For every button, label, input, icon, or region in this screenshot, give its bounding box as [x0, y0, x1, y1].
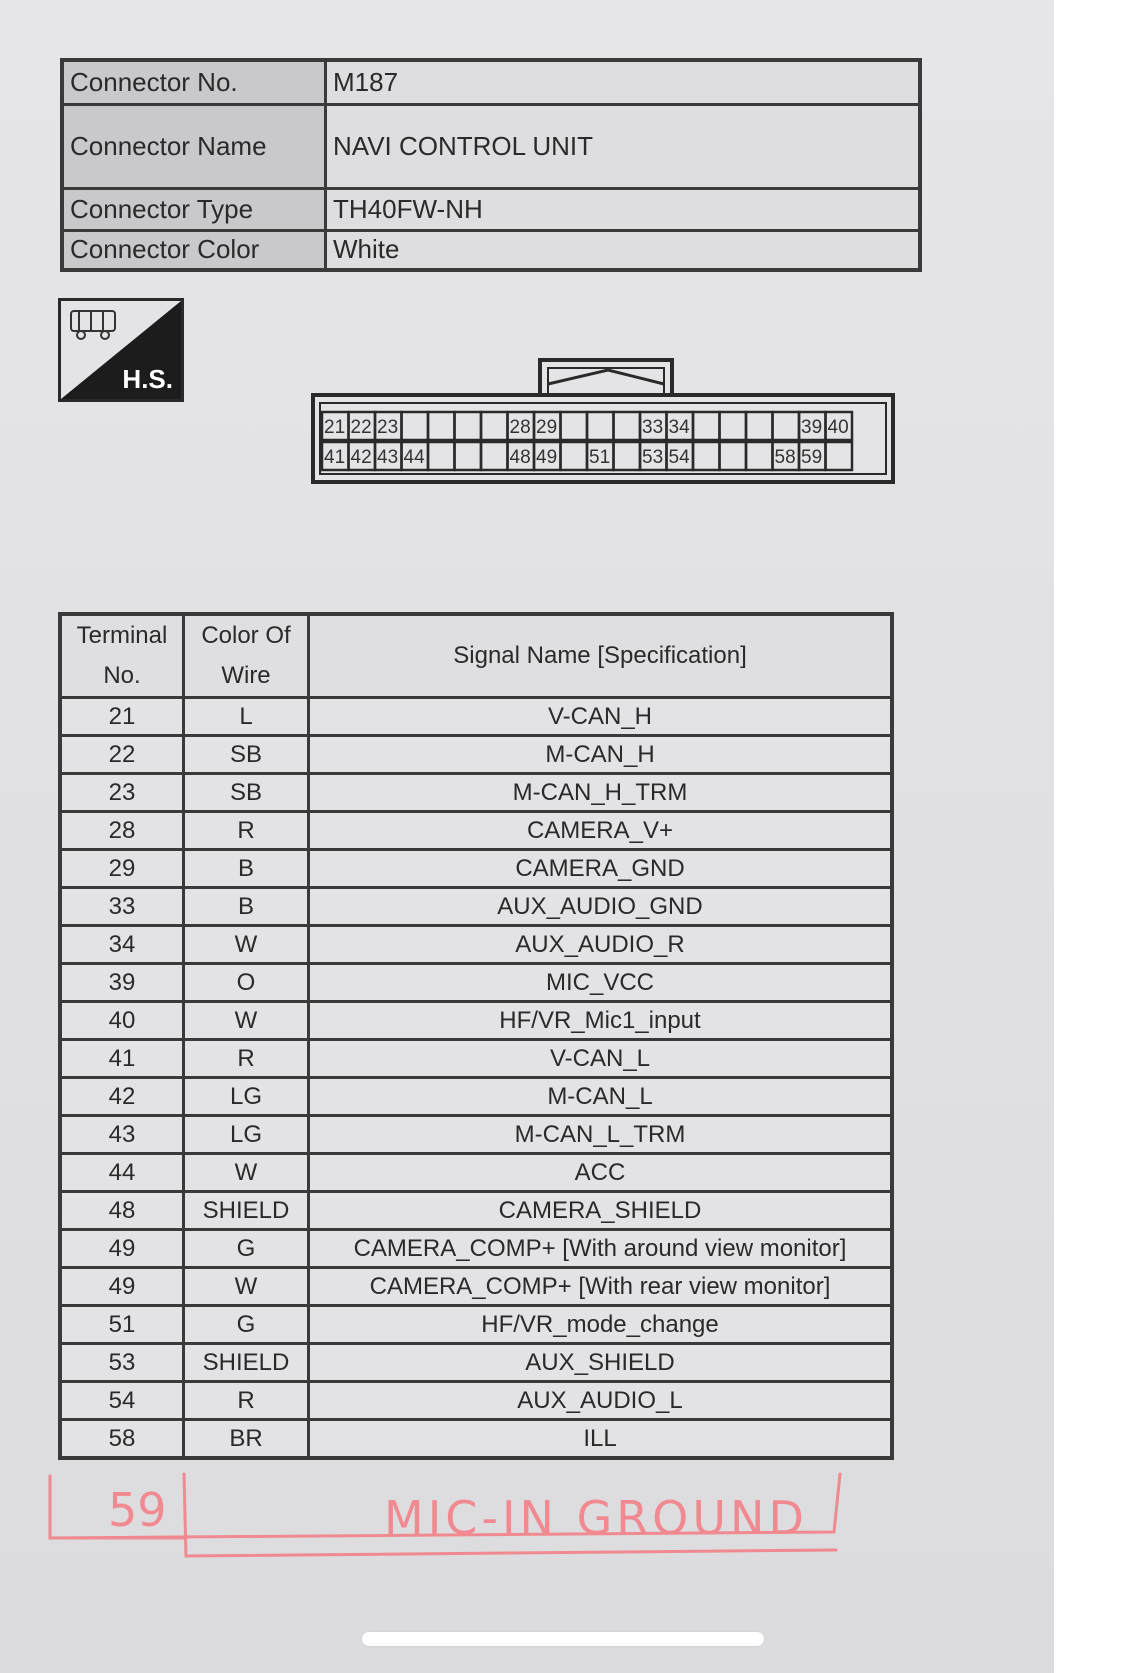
pin-number: 53 — [642, 447, 664, 468]
pin-number: 34 — [668, 417, 690, 438]
wire-color: SB — [184, 736, 309, 774]
wire-color: W — [184, 1268, 309, 1306]
terminal-no: 44 — [60, 1154, 184, 1192]
connector-diagram — [0, 0, 1054, 520]
table-row — [60, 812, 892, 850]
table-row — [60, 1116, 892, 1154]
connector-color-value: White — [326, 230, 921, 270]
terminal-no: 29 — [60, 850, 184, 888]
signal-name: ILL — [309, 1420, 893, 1459]
pin-number: 23 — [377, 417, 399, 438]
signal-name: AUX_SHIELD — [309, 1344, 893, 1382]
connector-type-value: TH40FW-NH — [326, 188, 921, 230]
table-row — [60, 964, 892, 1002]
wire-color: R — [184, 812, 309, 850]
signal-name: CAMERA_V+ — [309, 812, 893, 850]
wire-color: W — [184, 926, 309, 964]
table-row — [60, 926, 892, 964]
pin-number: 39 — [801, 417, 823, 438]
connector-no-value: M187 — [326, 60, 921, 104]
table-row — [60, 1420, 892, 1459]
table-row — [60, 1230, 892, 1268]
wire-color: O — [184, 964, 309, 1002]
handwritten-signal-name: MIC-IN GROUND — [384, 1491, 808, 1545]
signal-name: AUX_AUDIO_GND — [309, 888, 893, 926]
terminal-no: 54 — [60, 1382, 184, 1420]
signal-name: MIC_VCC — [309, 964, 893, 1002]
wire-color: G — [184, 1230, 309, 1268]
signal-name: AUX_AUDIO_L — [309, 1382, 893, 1420]
terminal-no: 51 — [60, 1306, 184, 1344]
pin-number: 29 — [536, 417, 558, 438]
signal-name-header: Signal Name [Specification] — [309, 614, 893, 698]
terminal-no: 49 — [60, 1230, 184, 1268]
pin-number: 22 — [350, 417, 372, 438]
terminal-no: 41 — [60, 1040, 184, 1078]
terminal-table — [58, 612, 894, 1460]
signal-name: M-CAN_L — [309, 1078, 893, 1116]
terminal-no: 42 — [60, 1078, 184, 1116]
wire-color: L — [184, 698, 309, 736]
terminal-no: 48 — [60, 1192, 184, 1230]
table-row — [60, 1078, 892, 1116]
signal-name: M-CAN_L_TRM — [309, 1116, 893, 1154]
wire-color: R — [184, 1382, 309, 1420]
wire-color: G — [184, 1306, 309, 1344]
pin-number: 33 — [642, 417, 664, 438]
terminal-no: 23 — [60, 774, 184, 812]
wire-color: R — [184, 1040, 309, 1078]
pin-number: 43 — [377, 447, 399, 468]
wire-color: LG — [184, 1078, 309, 1116]
wire-color: B — [184, 888, 309, 926]
wire-color-header: Color Of Wire — [184, 614, 309, 698]
signal-name: CAMERA_SHIELD — [309, 1192, 893, 1230]
pin-number: 59 — [801, 447, 823, 468]
pin-number: 42 — [350, 447, 372, 468]
wire-color: W — [184, 1002, 309, 1040]
pin-number: 54 — [668, 447, 690, 468]
terminal-no: 22 — [60, 736, 184, 774]
pin-number: 28 — [509, 417, 531, 438]
terminal-no: 40 — [60, 1002, 184, 1040]
connector-name-label: Connector Name — [62, 104, 326, 188]
connector-latch — [540, 360, 672, 395]
terminal-no: 34 — [60, 926, 184, 964]
hs-label: H.S. — [122, 364, 173, 394]
table-row — [60, 1344, 892, 1382]
pin-number: 58 — [774, 447, 796, 468]
signal-name: HF/VR_mode_change — [309, 1306, 893, 1344]
table-row — [60, 1154, 892, 1192]
table-row — [60, 1002, 892, 1040]
wire-color: SB — [184, 774, 309, 812]
wire-color: BR — [184, 1420, 309, 1459]
signal-name: V-CAN_H — [309, 698, 893, 736]
pin-number: 48 — [509, 447, 531, 468]
pin-number: 41 — [324, 447, 346, 468]
wire-color: LG — [184, 1116, 309, 1154]
signal-name: AUX_AUDIO_R — [309, 926, 893, 964]
terminal-no: 49 — [60, 1268, 184, 1306]
connector-type-label: Connector Type — [62, 188, 326, 230]
terminal-no: 28 — [60, 812, 184, 850]
signal-name: HF/VR_Mic1_input — [309, 1002, 893, 1040]
pin-number: 49 — [536, 447, 558, 468]
terminal-no: 39 — [60, 964, 184, 1002]
pin-number: 21 — [324, 417, 346, 438]
table-row — [60, 736, 892, 774]
table-row — [60, 1382, 892, 1420]
wire-color: B — [184, 850, 309, 888]
signal-name: M-CAN_H — [309, 736, 893, 774]
connector-color-label: Connector Color — [62, 230, 326, 270]
signal-name: V-CAN_L — [309, 1040, 893, 1078]
terminal-no: 33 — [60, 888, 184, 926]
wire-color: SHIELD — [184, 1344, 309, 1382]
pin-number: 51 — [589, 447, 611, 468]
connector-no-label: Connector No. — [62, 60, 326, 104]
table-row — [60, 1040, 892, 1078]
signal-name: M-CAN_H_TRM — [309, 774, 893, 812]
connector-name-value: NAVI CONTROL UNIT — [326, 104, 921, 188]
table-row — [60, 698, 892, 736]
table-row — [60, 850, 892, 888]
handwritten-annotation — [44, 1472, 844, 1562]
handwritten-terminal-no: 59 — [108, 1483, 167, 1537]
terminal-no: 53 — [60, 1344, 184, 1382]
terminal-no: 58 — [60, 1420, 184, 1459]
wire-color: W — [184, 1154, 309, 1192]
terminal-header: Terminal No. — [60, 614, 184, 698]
home-indicator[interactable] — [362, 1632, 764, 1646]
terminal-no: 43 — [60, 1116, 184, 1154]
pin-number: 40 — [827, 417, 849, 438]
pin-number: 44 — [403, 447, 425, 468]
table-row — [60, 1306, 892, 1344]
table-row — [60, 1268, 892, 1306]
wire-color: SHIELD — [184, 1192, 309, 1230]
signal-name: CAMERA_COMP+ [With rear view monitor] — [309, 1268, 893, 1306]
signal-name: ACC — [309, 1154, 893, 1192]
pin-grid — [322, 412, 852, 470]
signal-name: CAMERA_GND — [309, 850, 893, 888]
table-row — [60, 774, 892, 812]
terminal-no: 21 — [60, 698, 184, 736]
signal-name: CAMERA_COMP+ [With around view monitor] — [309, 1230, 893, 1268]
table-row — [60, 1192, 892, 1230]
table-row — [60, 888, 892, 926]
